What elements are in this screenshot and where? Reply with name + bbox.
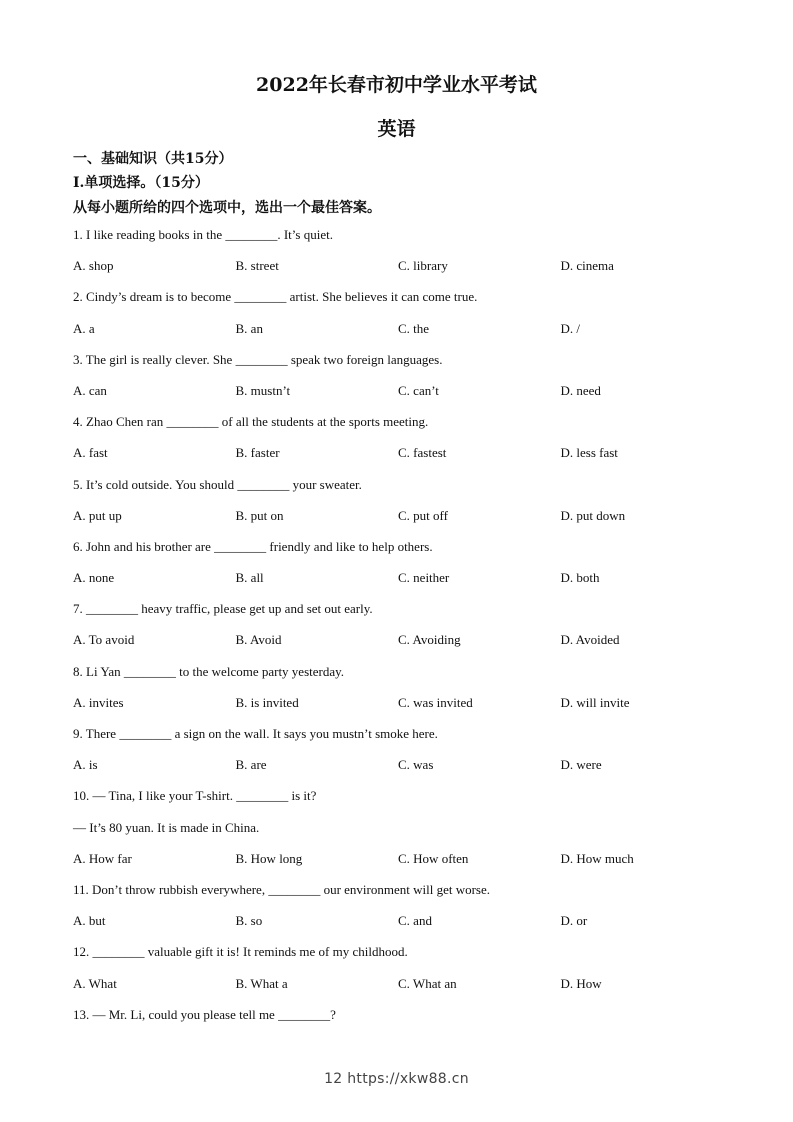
subject-title: 英语 (377, 118, 416, 140)
option-a: A. put up (73, 507, 122, 523)
options-row (73, 444, 723, 475)
option-a: A. can (73, 382, 107, 398)
option-c: C. can’t (398, 382, 439, 398)
question-stem: 7. ________ heavy traffic, please get up and set out early. (73, 601, 373, 617)
options-row (73, 975, 723, 1006)
option-d: D. both (560, 570, 600, 586)
option-b: B. all (235, 570, 264, 586)
question-stem: 5. It’s cold outside. You should ________ your sweater. (73, 476, 362, 492)
question-stem: 10. — Tina, I like your T-shirt. ________ is it? (73, 788, 317, 804)
option-c: C. was (398, 757, 434, 773)
option-c: C. neither (398, 570, 450, 586)
options-row (73, 912, 723, 943)
option-a: A. is (73, 757, 98, 773)
options-row (73, 631, 723, 662)
option-d: D. cinema (560, 258, 614, 274)
option-b: B. is invited (235, 694, 299, 710)
option-d: D. How much (560, 850, 634, 866)
option-b: B. street (235, 258, 279, 274)
question-dialogue-line: — It’s 80 yuan. It is made in China. (73, 819, 260, 835)
question-stem: 11. Don’t throw rubbish everywhere, ________ our environment will get worse. (73, 881, 491, 897)
option-c: C. put off (398, 507, 448, 523)
option-a: A. shop (73, 258, 114, 274)
option-d: D. or (560, 913, 588, 929)
question-stem: 2. Cindy’s dream is to become ________ artist. She believes it can come true. (73, 289, 478, 305)
option-d: D. put down (560, 507, 626, 523)
question-list (73, 226, 723, 1037)
option-b: B. Avoid (235, 632, 282, 648)
option-d: D. will invite (560, 694, 630, 710)
option-c: C. How often (398, 850, 469, 866)
option-a: A. invites (73, 694, 124, 710)
option-a: A. fast (73, 445, 108, 461)
options-row (73, 756, 723, 787)
footer-url: 12 https://xkw88.cn (324, 1071, 469, 1087)
question-stem: 13. — Mr. Li, could you please tell me ________? (73, 1006, 336, 1022)
options-row (73, 320, 723, 351)
option-a: A. a (73, 320, 95, 336)
options-row (73, 569, 723, 600)
option-c: C. and (398, 913, 432, 929)
option-c: C. the (398, 320, 430, 336)
question-stem: 4. Zhao Chen ran ________ of all the students at the sports meeting. (73, 414, 429, 430)
option-d: D. Avoided (560, 632, 620, 648)
option-c: C. library (398, 258, 448, 274)
option-a: A. none (73, 570, 115, 586)
question-stem: 8. Li Yan ________ to the welcome party yesterday. (73, 663, 345, 679)
question-stem: 1. I like reading books in the ________. It’s quiet. (73, 227, 333, 242)
part-heading: 一、基础知识（共15分） (73, 151, 233, 167)
option-c: C. fastest (398, 445, 447, 461)
options-row (73, 257, 723, 288)
page-title: 2022年长春市初中学业水平考试 (256, 74, 537, 96)
option-b: B. mustn’t (235, 382, 291, 398)
option-b: B. faster (235, 445, 280, 461)
option-b: B. an (235, 320, 263, 336)
question-stem: 3. The girl is really clever. She ________ speak two foreign languages. (73, 351, 443, 367)
option-b: B. put on (235, 507, 284, 523)
option-c: C. What an (398, 975, 457, 991)
option-d: D. / (560, 320, 580, 336)
instruction-text: 从每小题所给的四个选项中，选出一个最佳答案。 (73, 200, 381, 216)
options-row (73, 382, 723, 413)
option-a: A. but (73, 913, 106, 929)
option-b: B. How long (235, 850, 303, 866)
section-heading: Ⅰ.单项选择。（15分） (73, 175, 209, 191)
option-b: B. What a (235, 975, 288, 991)
option-c: C. was invited (398, 694, 473, 710)
option-c: C. Avoiding (398, 632, 461, 648)
options-row (73, 507, 723, 538)
option-a: A. What (73, 975, 117, 991)
option-b: B. are (235, 757, 267, 773)
option-d: D. less fast (560, 445, 618, 461)
option-b: B. so (235, 913, 263, 929)
options-row (73, 694, 723, 725)
option-a: A. How far (73, 850, 132, 866)
question-stem: 6. John and his brother are ________ friendly and like to help others. (73, 538, 433, 554)
option-d: D. need (560, 382, 601, 398)
option-d: D. were (560, 757, 602, 773)
question-stem: 12. ________ valuable gift it is! It reminds me of my childhood. (73, 944, 408, 960)
option-d: D. How (560, 975, 602, 991)
options-row (73, 850, 723, 881)
option-a: A. To avoid (73, 632, 135, 648)
question-stem: 9. There ________ a sign on the wall. It says you mustn’t smoke here. (73, 726, 438, 741)
